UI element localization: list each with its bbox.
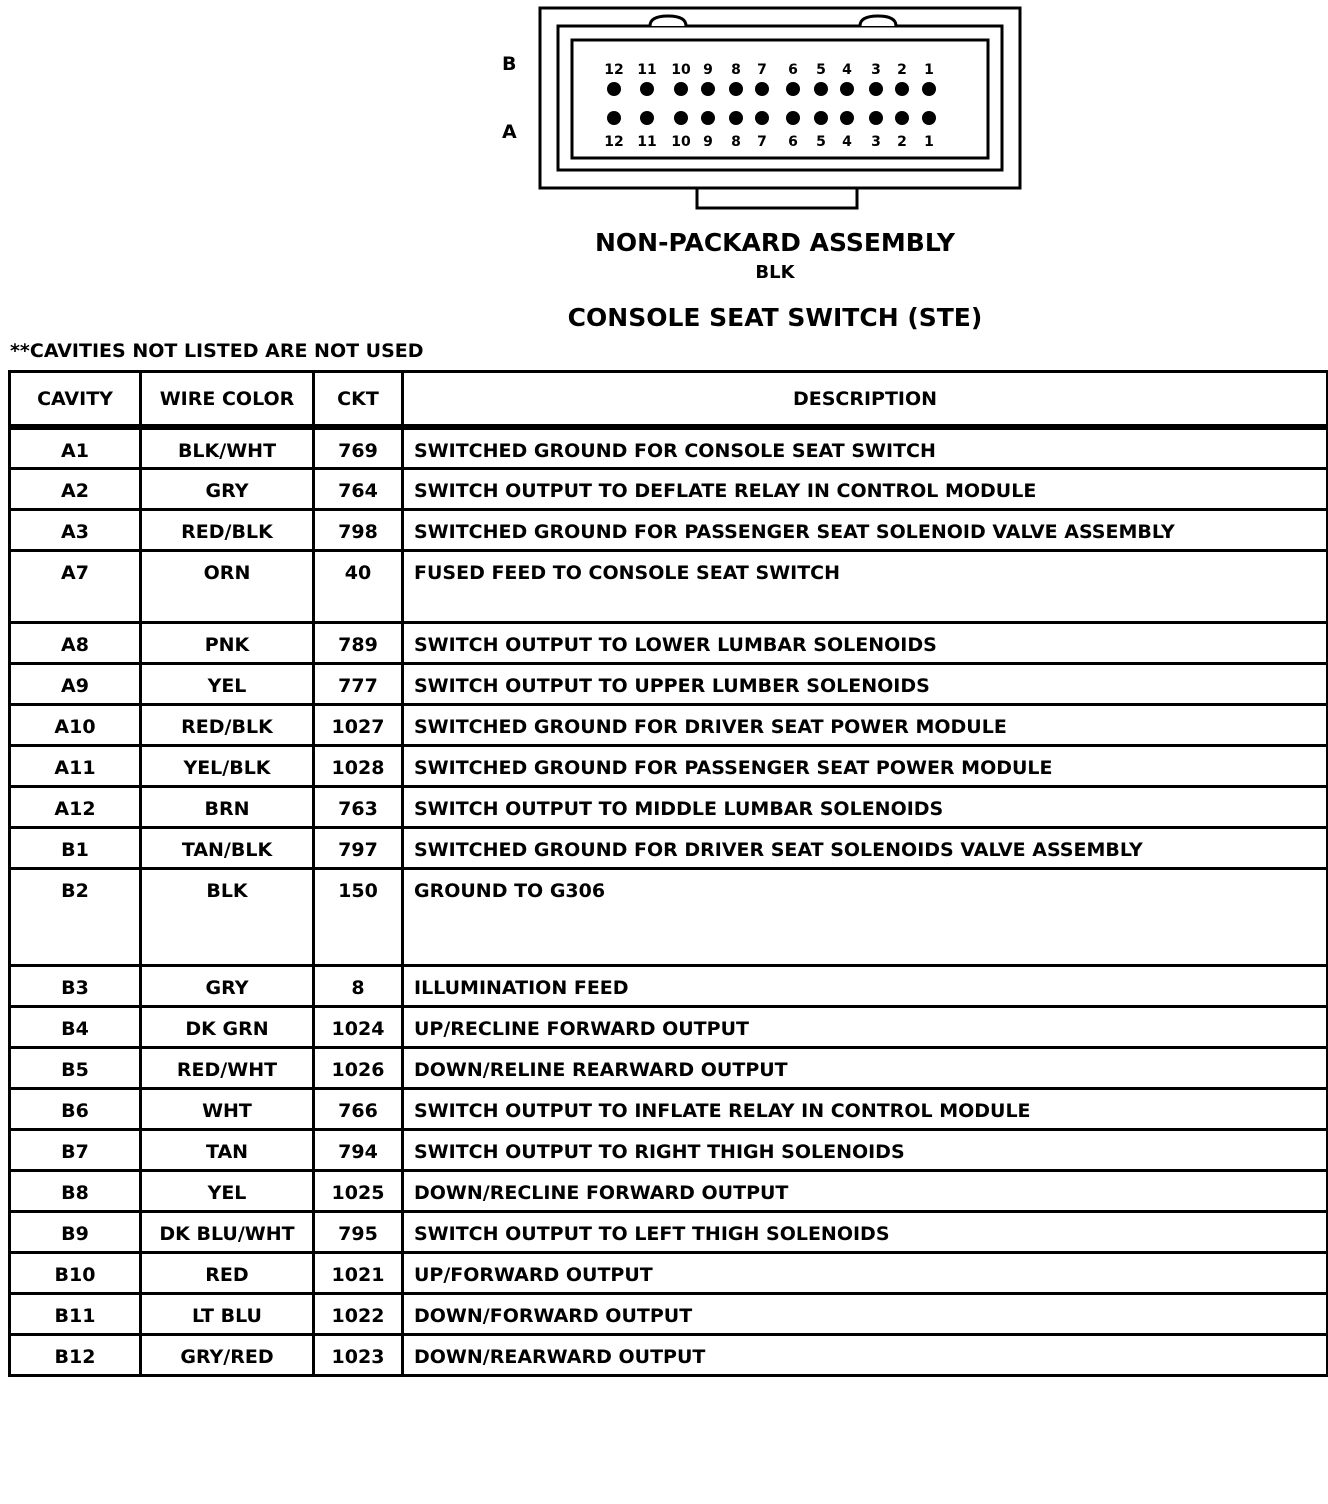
cavity-cell: A1 [10,427,141,468]
header-wire-color: WIRE COLOR [141,372,314,428]
wire-color-cell: GRY [141,468,314,509]
wire-color-cell: BLK/WHT [141,427,314,468]
cavity-cell: A9 [10,663,141,704]
pin-number-label: 1 [924,62,934,78]
ckt-cell: 794 [314,1129,403,1170]
wire-color-cell: RED/BLK [141,704,314,745]
pin-a-dot [755,111,769,125]
cavity-cell: B6 [10,1088,141,1129]
pin-number-label: 8 [731,62,741,78]
pin-number-label: 11 [637,62,657,78]
pin-b-dot [869,82,883,96]
ckt-cell: 1028 [314,745,403,786]
cavity-cell: B1 [10,827,141,868]
wire-color-cell: WHT [141,1088,314,1129]
ckt-cell: 764 [314,468,403,509]
pin-a-dot [674,111,688,125]
table-row [10,1211,1328,1252]
ckt-cell: 1024 [314,1006,403,1047]
wire-color-cell: GRY/RED [141,1334,314,1375]
description-cell: GROUND TO G306 [403,868,1328,965]
assembly-title: NON-PACKARD ASSEMBLY [594,228,955,257]
cavity-cell: B5 [10,1047,141,1088]
cavity-cell: B3 [10,965,141,1006]
pin-b-dot [895,82,909,96]
cavity-cell: A2 [10,468,141,509]
pin-number-label: 6 [788,134,798,150]
pin-number-label: 3 [871,62,881,78]
wire-color-cell: TAN [141,1129,314,1170]
pin-a-dot [640,111,654,125]
table-header-row [10,372,1328,428]
table-row [10,1252,1328,1293]
description-cell: SWITCHED GROUND FOR CONSOLE SEAT SWITCH [403,427,1328,468]
pin-number-label: 8 [731,134,741,150]
pin-b-dot [640,82,654,96]
cavity-cell: B12 [10,1334,141,1375]
ckt-cell: 1022 [314,1293,403,1334]
pin-b-dot [922,82,936,96]
wire-color-cell: RED [141,1252,314,1293]
wire-color-cell: RED/BLK [141,509,314,550]
table-row [10,704,1328,745]
ckt-cell: 1021 [314,1252,403,1293]
wire-color-cell: BRN [141,786,314,827]
pin-b-dot [755,82,769,96]
ckt-cell: 763 [314,786,403,827]
ckt-cell: 798 [314,509,403,550]
pin-a-dot [840,111,854,125]
cavity-cell: A3 [10,509,141,550]
wire-color-cell: YEL/BLK [141,745,314,786]
wire-color-cell: LT BLU [141,1293,314,1334]
wire-color-cell: YEL [141,663,314,704]
cavity-cell: B8 [10,1170,141,1211]
cavity-cell: B9 [10,1211,141,1252]
pin-a-dot [895,111,909,125]
ckt-cell: 797 [314,827,403,868]
cavity-cell: A8 [10,622,141,663]
pin-a-dot [922,111,936,125]
ckt-cell: 769 [314,427,403,468]
table-row [10,1334,1328,1375]
cavity-cell: B2 [10,868,141,965]
table-row [10,468,1328,509]
assembly-color: BLK [755,262,795,283]
description-cell: SWITCHED GROUND FOR DRIVER SEAT POWER MODULE [403,704,1328,745]
ckt-cell: 8 [314,965,403,1006]
wire-color-cell: RED/WHT [141,1047,314,1088]
ckt-cell: 1023 [314,1334,403,1375]
switch-title: CONSOLE SEAT SWITCH (STE) [567,303,983,332]
header-description: DESCRIPTION [403,372,1328,428]
table-row [10,509,1328,550]
pin-number-label: 10 [671,134,691,150]
description-cell: SWITCH OUTPUT TO UPPER LUMBER SOLENOIDS [403,663,1328,704]
pin-number-label: 9 [703,134,713,150]
connector-latch-right [860,16,896,26]
pin-b-dot [729,82,743,96]
description-cell: DOWN/RELINE REARWARD OUTPUT [403,1047,1328,1088]
description-cell: DOWN/RECLINE FORWARD OUTPUT [403,1170,1328,1211]
wire-color-cell: BLK [141,868,314,965]
pin-number-label: 11 [637,134,657,150]
pin-number-label: 5 [816,134,826,150]
ckt-cell: 1027 [314,704,403,745]
connector-inner-frame [558,26,1002,170]
wire-color-cell: PNK [141,622,314,663]
ckt-cell: 777 [314,663,403,704]
connector-diagram [0,0,1328,220]
description-cell: SWITCH OUTPUT TO RIGHT THIGH SOLENOIDS [403,1129,1328,1170]
ckt-cell: 150 [314,868,403,965]
cavity-cell: A12 [10,786,141,827]
header-ckt: CKT [314,372,403,428]
cavity-cell: A7 [10,550,141,622]
table-row [10,1129,1328,1170]
pin-a-dot [701,111,715,125]
table-row [10,786,1328,827]
header-cavity: CAVITY [10,372,141,428]
cavity-cell: B10 [10,1252,141,1293]
pin-number-label: 12 [604,134,624,150]
pin-number-label: 3 [871,134,881,150]
table-row [10,663,1328,704]
ckt-cell: 1025 [314,1170,403,1211]
ckt-cell: 789 [314,622,403,663]
pin-b-dot [701,82,715,96]
ckt-cell: 766 [314,1088,403,1129]
pin-b-dot [607,82,621,96]
table-row [10,550,1328,622]
pin-a-dot [869,111,883,125]
pin-a-dot [729,111,743,125]
table-row [10,868,1328,965]
table-row [10,1047,1328,1088]
table-row [10,827,1328,868]
pin-b-dot [674,82,688,96]
description-cell: UP/FORWARD OUTPUT [403,1252,1328,1293]
description-cell: DOWN/REARWARD OUTPUT [403,1334,1328,1375]
cavity-cell: B7 [10,1129,141,1170]
cavity-cell: B4 [10,1006,141,1047]
pin-number-label: 2 [897,134,907,150]
table-row [10,965,1328,1006]
pin-number-label: 12 [604,62,624,78]
table-row [10,745,1328,786]
pin-b-dot [814,82,828,96]
pin-number-label: 9 [703,62,713,78]
pin-number-label: 10 [671,62,691,78]
pin-number-label: 1 [924,134,934,150]
table-row [10,1170,1328,1211]
description-cell: ILLUMINATION FEED [403,965,1328,1006]
connector-latch-left [650,16,686,26]
pin-number-label: 7 [757,62,767,78]
unused-cavities-note: **CAVITIES NOT LISTED ARE NOT USED [10,340,424,362]
description-cell: FUSED FEED TO CONSOLE SEAT SWITCH [403,550,1328,622]
table-row [10,1006,1328,1047]
wire-color-cell: GRY [141,965,314,1006]
table-row [10,622,1328,663]
description-cell: SWITCH OUTPUT TO LEFT THIGH SOLENOIDS [403,1211,1328,1252]
row-b-label: B [502,53,517,75]
cavity-cell: B11 [10,1293,141,1334]
cavity-cell: A10 [10,704,141,745]
pin-number-label: 5 [816,62,826,78]
description-cell: SWITCHED GROUND FOR DRIVER SEAT SOLENOIDS VALVE ASSEMBLY [403,827,1328,868]
ckt-cell: 795 [314,1211,403,1252]
cavity-cell: A11 [10,745,141,786]
description-cell: SWITCH OUTPUT TO DEFLATE RELAY IN CONTROL MODULE [403,468,1328,509]
wire-color-cell: TAN/BLK [141,827,314,868]
pin-b-dot [786,82,800,96]
connector-housing [540,8,1020,188]
connector-key-tab [697,188,857,208]
row-a-label: A [502,121,517,143]
table-row [10,1293,1328,1334]
table-row [10,1088,1328,1129]
description-cell: SWITCH OUTPUT TO INFLATE RELAY IN CONTROL MODULE [403,1088,1328,1129]
description-cell: SWITCH OUTPUT TO LOWER LUMBAR SOLENOIDS [403,622,1328,663]
description-cell: UP/RECLINE FORWARD OUTPUT [403,1006,1328,1047]
pin-a-dot [786,111,800,125]
pin-number-label: 7 [757,134,767,150]
ckt-cell: 1026 [314,1047,403,1088]
pin-number-label: 6 [788,62,798,78]
description-cell: SWITCHED GROUND FOR PASSENGER SEAT POWER MODULE [403,745,1328,786]
wire-color-cell: DK GRN [141,1006,314,1047]
table-row [10,427,1328,468]
pin-number-label: 4 [842,62,852,78]
pin-number-label: 4 [842,134,852,150]
wire-color-cell: YEL [141,1170,314,1211]
pin-a-dot [814,111,828,125]
wire-color-cell: DK BLU/WHT [141,1211,314,1252]
ckt-cell: 40 [314,550,403,622]
description-cell: SWITCH OUTPUT TO MIDDLE LUMBAR SOLENOIDS [403,786,1328,827]
cavity-table [8,370,1328,1377]
pin-a-dot [607,111,621,125]
pin-b-dot [840,82,854,96]
description-cell: SWITCHED GROUND FOR PASSENGER SEAT SOLENOID VALVE ASSEMBLY [403,509,1328,550]
wire-color-cell: ORN [141,550,314,622]
description-cell: DOWN/FORWARD OUTPUT [403,1293,1328,1334]
pin-number-label: 2 [897,62,907,78]
